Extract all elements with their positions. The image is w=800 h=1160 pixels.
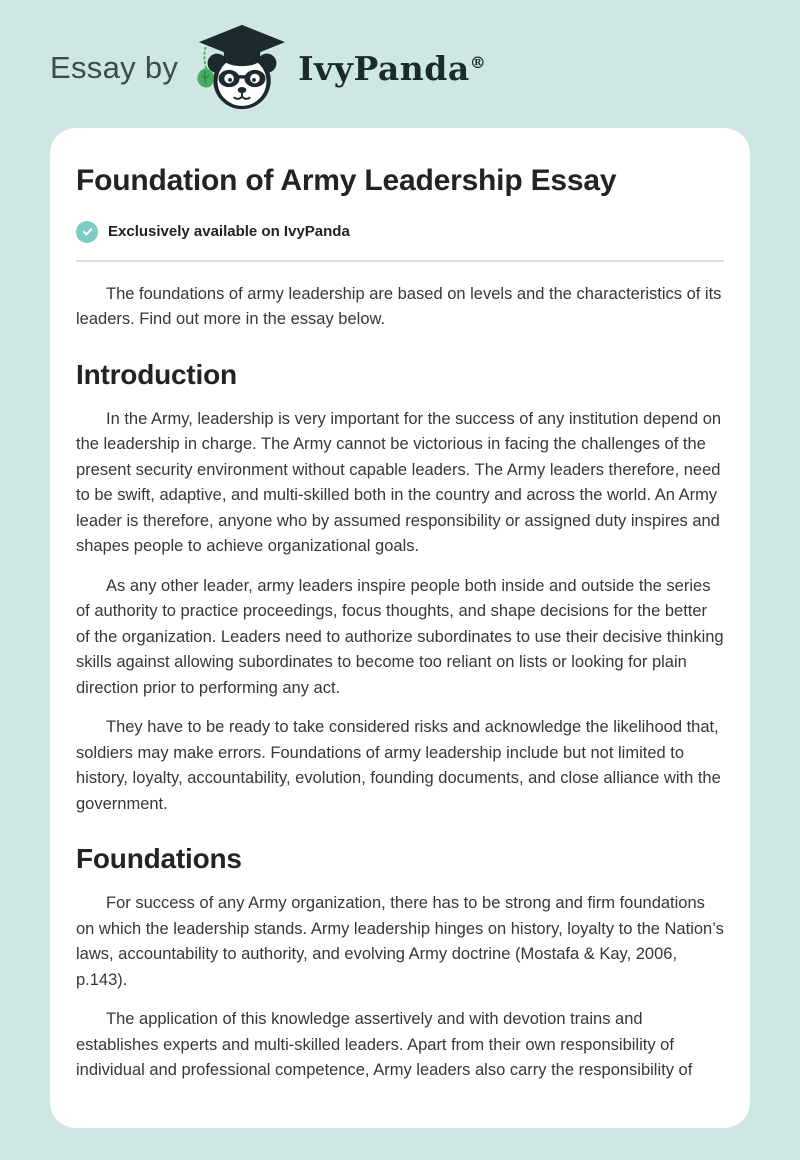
section-heading: Introduction: [76, 358, 237, 390]
essay-card: [50, 128, 750, 1128]
badge-label: Exclusively available on IvyPanda: [108, 223, 350, 240]
page-title: Foundation of Army Leadership Essay: [76, 164, 617, 197]
site-header: [0, 0, 800, 122]
body-paragraph: For success of any Army organization, there has to be strong and firm foundations on which the leadership stands. Army leadership hinges on history, loyalty to the Nation’s laws, accountability to authority, and evolving Army doctrine (Mostafa & Kay, 2006, p.143).: [76, 894, 724, 989]
ivypanda-panda-logo-icon: [194, 23, 290, 113]
article-body: [76, 282, 724, 1084]
body-paragraph: In the Army, leadership is very important for the success of any institution depend on the leadership in charge. The Army cannot be victorious in facing the challenges of the present security environment without capable leaders. The Army leaders therefore, need to be swift, adaptive, and multi-skilled both in the country and across the world. An Army leader is therefore, anyone who by assumed responsibility or assigned duty inspires and shapes people to achieve organizational goals.: [76, 409, 722, 555]
divider: [76, 260, 724, 262]
registered-trademark: ®: [469, 52, 487, 72]
checkmark-icon: [76, 221, 98, 243]
brand-wordmark: IvyPanda®: [298, 48, 487, 88]
essay-by-label: Essay by: [50, 50, 179, 85]
section-heading: Foundations: [76, 843, 242, 874]
body-paragraph: They have to be ready to take considered risks and acknowledge the likelihood that, soldiers may make errors. Foundations of army leadership include but not limited to history, loyalty, accountability, evolution, founding documents, and close alliance with the government.: [76, 718, 721, 813]
body-paragraph: The foundations of army leadership are based on levels and the characteristics of its leaders. Find out more in the essay below.: [76, 284, 722, 328]
exclusive-badge: [76, 221, 724, 243]
body-paragraph: The application of this knowledge assertively and with devotion trains and establishes experts and multi-skilled leaders. Apart from their own responsibility of individual and professional competence, Army leaders also carry the responsibility of: [76, 1010, 693, 1079]
body-paragraph: As any other leader, army leaders inspire people both inside and outside the series of authority to practice proceedings, focus thoughts, and shape decisions for the better of the organization. Leaders need to authorize subordinates to use their decisive thinking skills against allowing subordinates to become too reliant on lists or looking for plain direction prior to performing any act.: [76, 576, 724, 697]
